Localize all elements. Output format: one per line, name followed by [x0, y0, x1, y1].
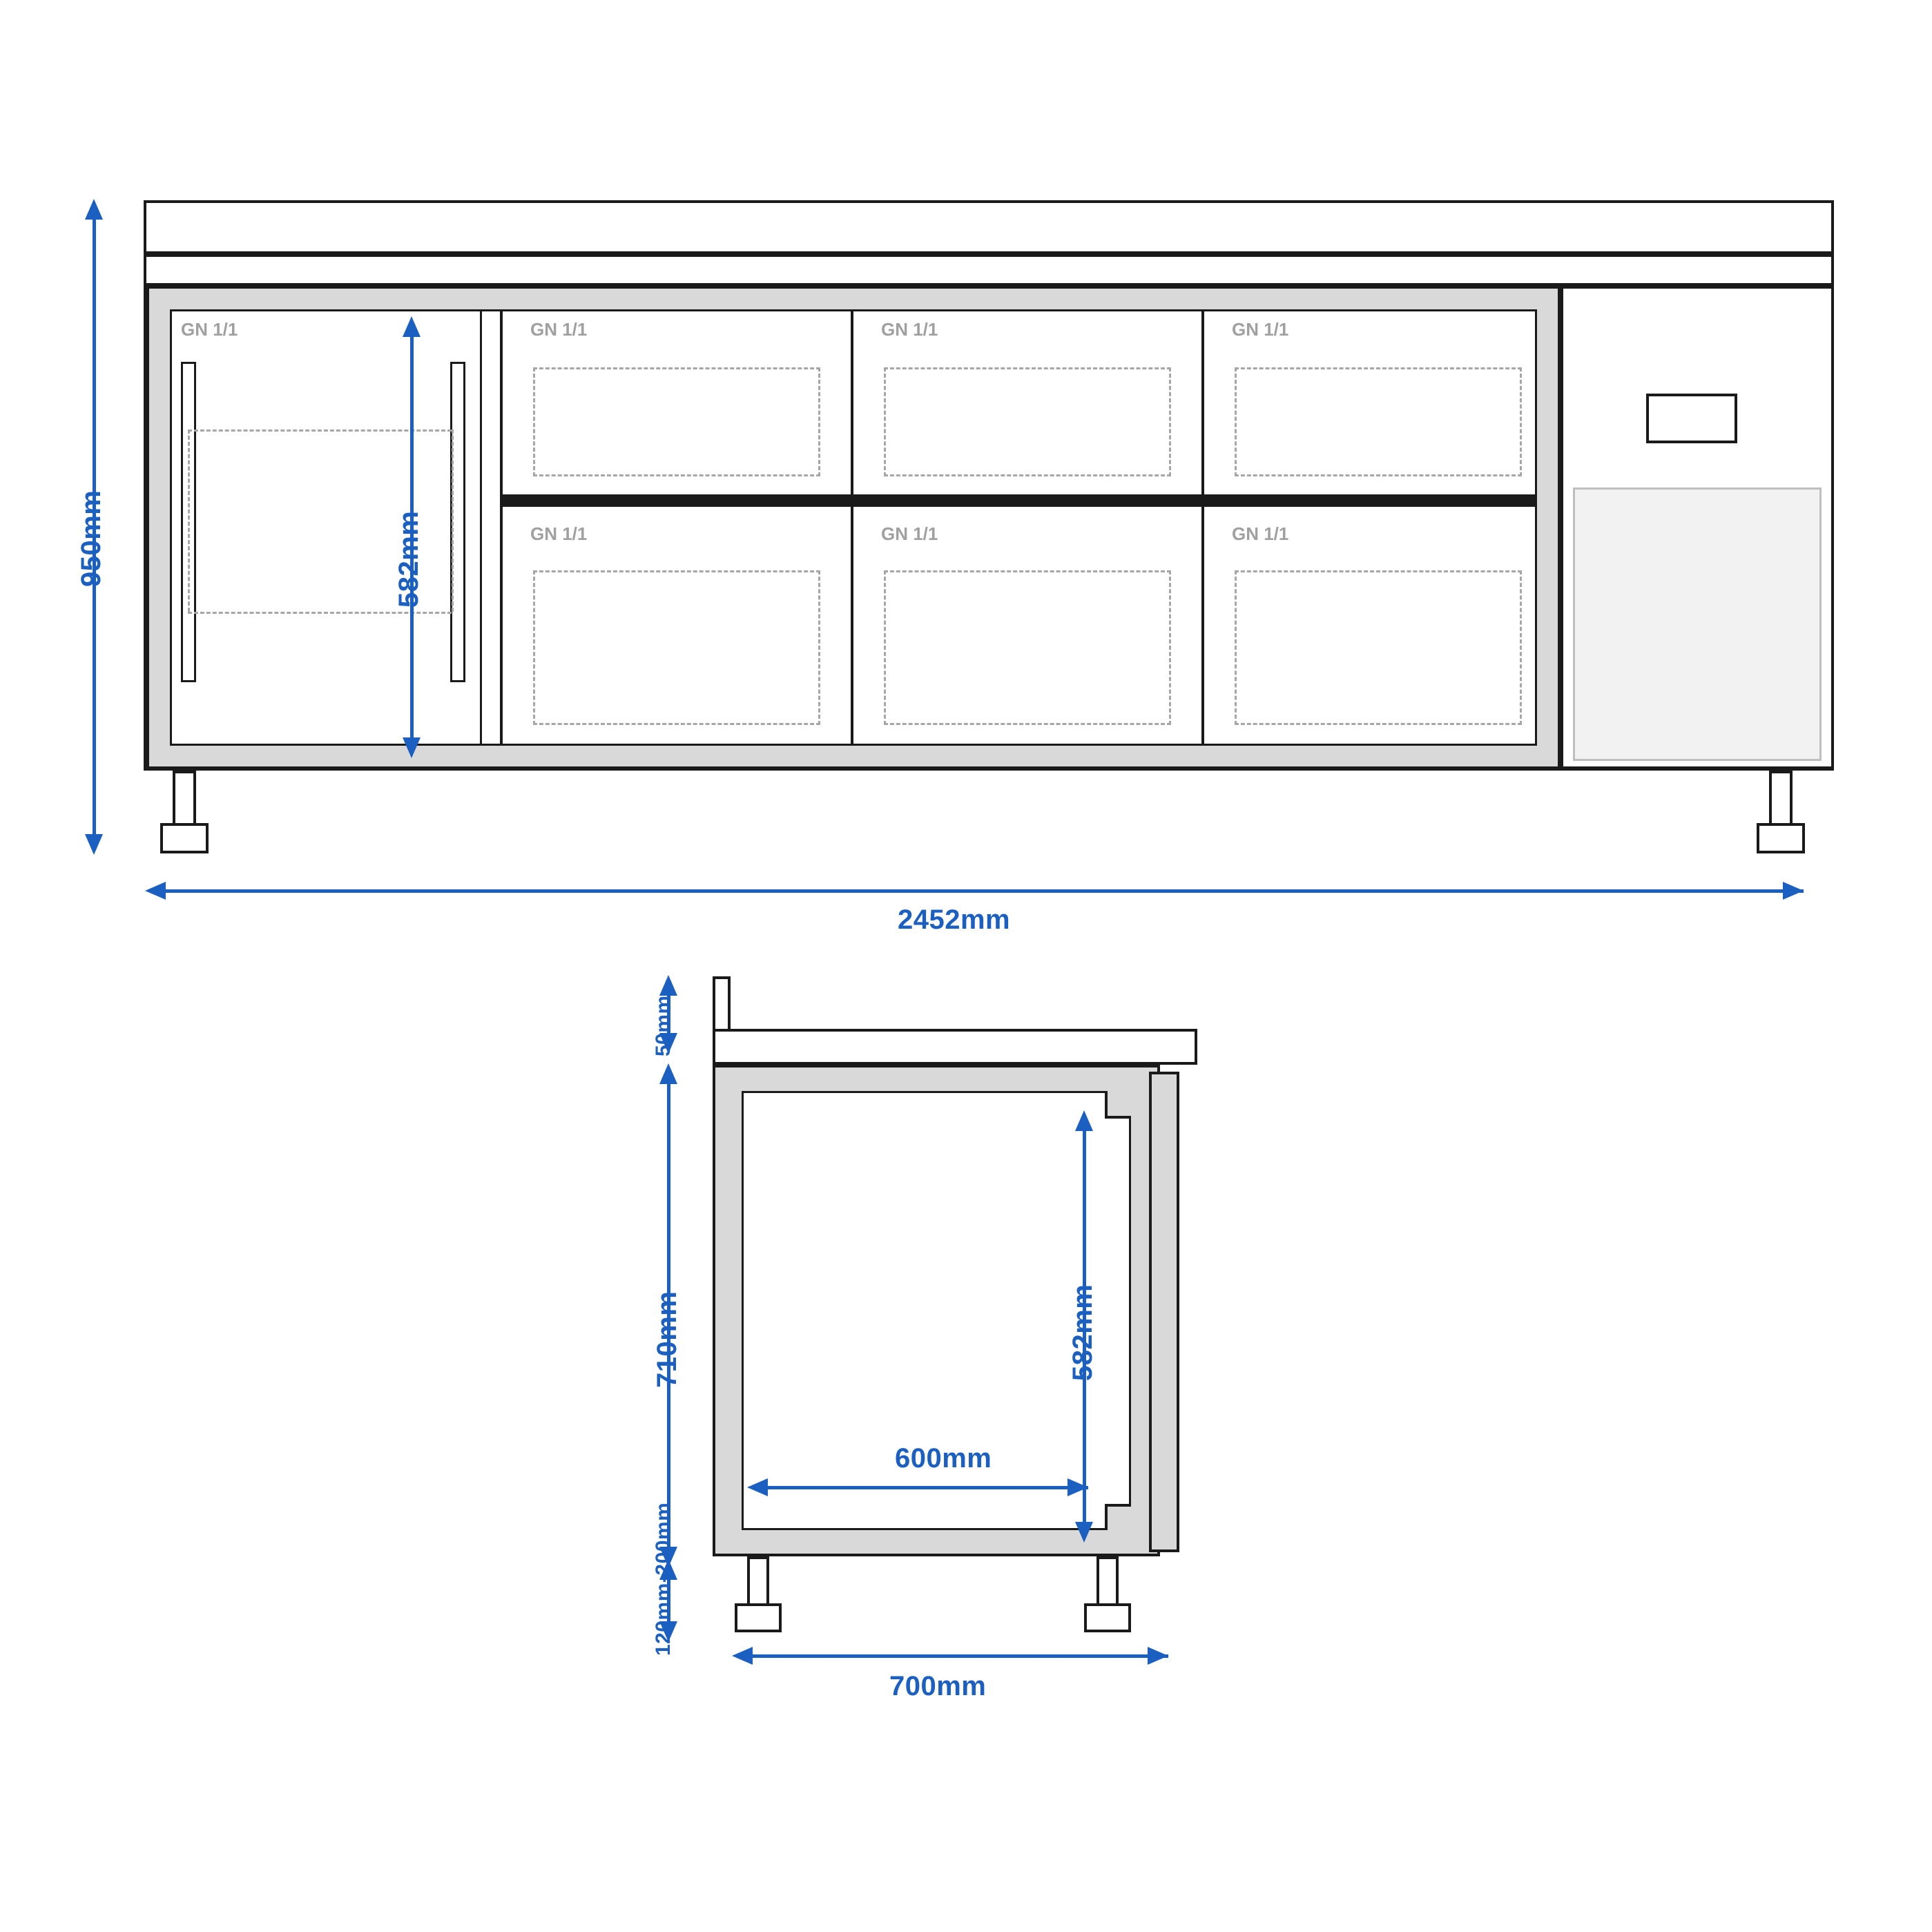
gn-label: GN 1/1: [881, 319, 938, 340]
dim-inner-582-arrow-bottom: [403, 737, 421, 758]
dim-600-arrow-right: [1068, 1478, 1088, 1496]
dim-50-arrow-top: [659, 975, 677, 996]
dim-height-950-arrow-bottom: [85, 834, 103, 855]
front-leg-left-foot: [160, 823, 209, 853]
dim-600-line: [755, 1486, 1088, 1489]
front-leg-right-foot: [1757, 823, 1805, 853]
front-drawer-row-divider-c: [1204, 494, 1537, 507]
front-gn-pan-outline: [533, 367, 820, 476]
side-door-panel: [1149, 1072, 1179, 1552]
front-divider-3: [1201, 309, 1204, 746]
gn-label: GN 1/1: [181, 319, 238, 340]
side-worktop: [713, 1029, 1197, 1065]
dim-700-arrow-left: [732, 1647, 753, 1665]
dim-600-label: 600mm: [895, 1443, 992, 1474]
front-left-shelf-right-edge: [452, 429, 454, 612]
side-cavity-notch-top: [1105, 1091, 1131, 1119]
dim-side-582-arrow-bottom: [1075, 1522, 1093, 1543]
dim-width-2452-arrow-left: [145, 882, 166, 900]
dim-710-arrow-top: [659, 1063, 677, 1084]
dim-legs-label: 120mm-200mm: [652, 1502, 675, 1656]
dim-700-arrow-right: [1148, 1647, 1168, 1665]
dim-height-950-label: 950mm: [76, 490, 106, 587]
dim-700-line: [740, 1654, 1168, 1658]
dim-inner-582-label: 582mm: [394, 510, 424, 608]
front-control-panel: [1646, 394, 1737, 443]
dim-700-label: 700mm: [889, 1671, 987, 1701]
dim-600-arrow-left: [747, 1478, 768, 1496]
gn-label: GN 1/1: [881, 523, 938, 544]
front-ventilation-grille: [1573, 487, 1822, 761]
front-drawer-row-divider-a: [503, 494, 851, 507]
dim-height-950-arrow-top: [85, 199, 103, 220]
front-gn-pan-outline: [1235, 367, 1522, 476]
dim-width-2452-arrow-right: [1783, 882, 1804, 900]
front-divider-2: [851, 309, 853, 746]
dim-side-582-arrow-top: [1075, 1110, 1093, 1131]
gn-label: GN 1/1: [530, 319, 588, 340]
front-gn-pan-outline: [1235, 570, 1522, 725]
front-gn-pan-outline: [533, 570, 820, 725]
side-cavity-notch-bottom: [1105, 1504, 1131, 1530]
gn-label: GN 1/1: [1232, 319, 1289, 340]
dim-50-label: 50mm: [652, 995, 675, 1056]
front-top-rail: [144, 254, 1834, 286]
front-divider-1: [500, 309, 503, 746]
dim-inner-582-arrow-top: [403, 316, 421, 337]
front-left-shelf-left-edge: [188, 429, 190, 612]
front-worktop: [144, 200, 1834, 254]
dim-710-label: 710mm: [652, 1291, 682, 1388]
front-gn-pan-outline: [884, 570, 1171, 725]
dim-width-2452-line: [153, 889, 1804, 893]
side-leg-front-foot: [735, 1603, 782, 1632]
front-gn-pan-outline: [884, 367, 1171, 476]
dim-side-582-label: 582mm: [1068, 1284, 1098, 1381]
side-leg-rear-foot: [1084, 1603, 1131, 1632]
front-left-door-opening: [170, 309, 482, 746]
dim-width-2452-label: 2452mm: [898, 905, 1011, 935]
front-drawer-row-divider-b: [853, 494, 1201, 507]
gn-label: GN 1/1: [1232, 523, 1289, 544]
gn-label: GN 1/1: [530, 523, 588, 544]
